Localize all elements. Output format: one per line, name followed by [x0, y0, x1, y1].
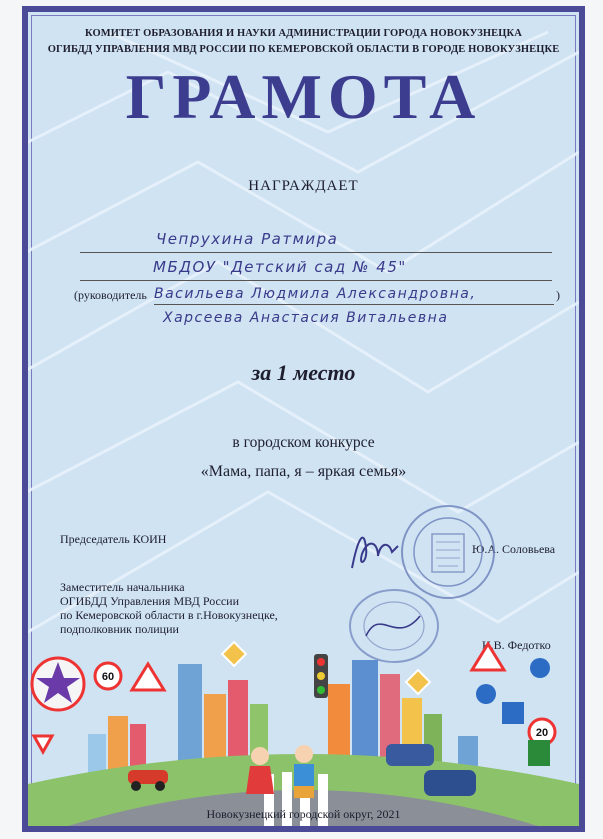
supervisor-close: ) [556, 288, 560, 302]
supervisor-name-2: Харсеева Анастасия Витальевна [163, 310, 449, 326]
supervisor-underline [154, 304, 554, 305]
awards-label: НАГРАЖДАЕТ [248, 178, 359, 194]
traffic-light-green [317, 686, 325, 694]
deputy-name: Н.В. Федотко [482, 638, 551, 652]
org-underline [80, 280, 552, 281]
certificate-title: ГРАМОТА [125, 61, 482, 132]
chair-name: Ю.А. Соловьева [472, 542, 556, 556]
supervisor-name-1: Васильева Людмила Александровна, [154, 286, 477, 302]
traffic-light-yellow [317, 672, 325, 680]
contest-line: в городском конкурсе [232, 434, 375, 451]
recipient-name: Чепрухина Ратмира [156, 230, 339, 248]
supervisor-label: (руководитель [74, 288, 147, 302]
footer-place-year: Новокузнецкий городской округ, 2021 [206, 807, 401, 821]
blue-car [386, 744, 434, 766]
road-safety-illustration [28, 624, 579, 826]
organization-line-2: ОГИБДД УПРАВЛЕНИЯ МВД РОССИИ ПО КЕМЕРОВСКОЙ ОБЛАСТИ В ГОРОДЕ НОВОКУЗНЕЦКЕ [47, 44, 560, 55]
crosswalk-sign [502, 702, 524, 724]
info-sign [528, 740, 550, 766]
deputy-title-3: по Кемеровской области в г.Новокузнецке, [60, 608, 278, 622]
deputy-title-2: ОГИБДД Управления МВД России [60, 594, 240, 608]
recipient-underline [80, 252, 552, 253]
organization-line-1: КОМИТЕТ ОБРАЗОВАНИЯ И НАУКИ АДМИНИСТРАЦИИ ГОРОДА НОВОКУЗНЕЦКА [85, 28, 522, 39]
speed-limit-value: 20 [535, 727, 549, 739]
warning-sign [472, 644, 504, 670]
deputy-title-1: Заместитель начальника [60, 580, 185, 594]
child-boy [294, 745, 314, 798]
chair-signature [344, 518, 404, 578]
priority-sign [222, 642, 246, 666]
warning-sign [34, 736, 52, 752]
priority-sign [406, 670, 430, 694]
speed-limit-value: 60 [101, 671, 115, 683]
traffic-light-red [317, 658, 325, 666]
place-award: за 1 место [251, 360, 356, 385]
warning-sign [132, 664, 164, 690]
bicycle-sign [530, 658, 550, 678]
blue-car [424, 770, 476, 796]
chair-title: Председатель КОИН [60, 532, 167, 546]
roundabout-sign [476, 684, 496, 704]
contest-name: «Мама, папа, я – яркая семья» [200, 463, 407, 480]
recipient-org: МБДОУ "Детский сад № 45" [153, 258, 407, 276]
certificate-frame [22, 6, 585, 832]
deputy-title-4: подполковник полиции [60, 622, 179, 636]
